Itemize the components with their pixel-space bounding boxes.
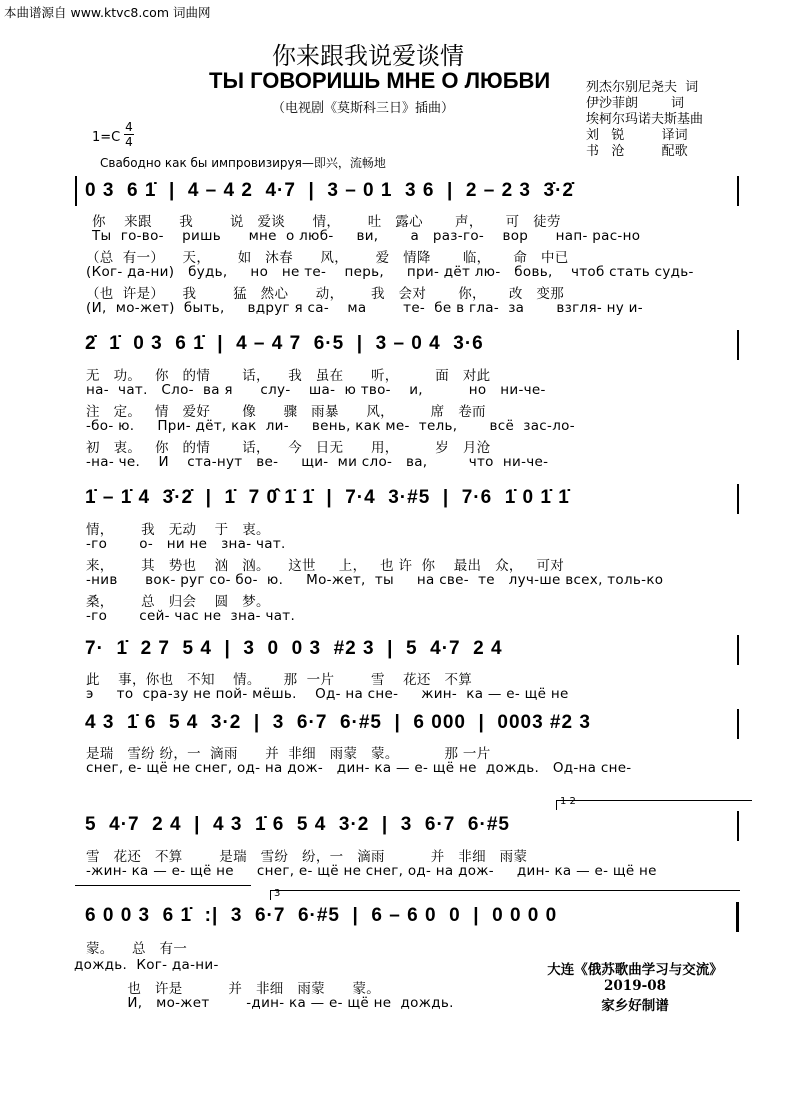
notes-line: 6 0 0 3 6 1̇ :| 3 6·7 6·#5 | 6 – 6 0 0 | 0 0 0 0 [85, 905, 558, 926]
credit-line: 伊沙菲朗 词 [586, 96, 685, 111]
lyric-line: 来， 其 势也 汹 汹。 这世 上， 也 许 你 最出 众， 可对 [86, 558, 565, 574]
credit-line: 埃柯尔玛诺夫斯基曲 [586, 112, 704, 127]
page-title-russian: ТЫ ГОВОРИШЬ МНЕ О ЛЮБВИ [209, 68, 551, 93]
key-signature: 1=C [92, 130, 121, 145]
notes-line: 4 3 1̇ 6 5 4 3·2 | 3 6·7 6·#5 | 6 000 | 0003 #2 3 [85, 712, 591, 733]
lyric-line: (И, мо-жет) быть, вдруг я са- ма те- бе в гла- за взгля- ну и- [86, 300, 643, 316]
time-denominator: 4 [125, 135, 133, 149]
lyric-line: И, мо-жет -дин- ка — е- щё не дождь. [86, 995, 454, 1011]
lyric-line: （总 有一） 天， 如 沐春 风， 爱 情降 临， 命 中已 [86, 250, 569, 266]
volta-bracket [270, 890, 740, 891]
lyric-line: -на- че. И ста-нут ве- щи- ми сло- ва, что ни-че- [86, 454, 549, 470]
lyric-line: 蒙。 总 有一 [86, 941, 188, 957]
volta-label: 1 2 [560, 796, 576, 807]
lyric-line: дождь. Ког- да-ни- [74, 957, 219, 973]
time-numerator: 4 [125, 120, 133, 134]
lyric-line: -бо- ю. При- дёт, как ли- вень, как ме- тель, всё зас-ло- [86, 418, 575, 434]
lyric-line: 无 功。 你 的情 话， 我 虽在 听， 面 对此 [86, 368, 491, 384]
lyric-line: -жин- ка — е- щё не снег, е- щё не снег, од- на дож- дин- ка — е- щё не [86, 863, 657, 879]
lyric-line: 此 事，你也 不知 情。 那 一片 雪 花还 不算 [86, 672, 473, 688]
staff-rule [75, 885, 251, 886]
lyric-line: 是瑞 雪纷 纷，一 滴雨 并 非细 雨蒙 蒙。 那 一片 [86, 746, 491, 762]
lyric-line: 注 定。 情 爱好 像 骤 雨暴 风， 席 卷而 [86, 404, 486, 420]
lyric-line: снег, е- щё не снег, од- на дож- дин- ка — е- щё не дождь. Од-на сне- [86, 760, 632, 776]
notes-line: 5 4·7 2 4 | 4 3 1̇ 6 5 4 3·2 | 3 6·7 6·#5 [85, 814, 510, 835]
credit-line: 列杰尔别尼尧夫 词 [586, 80, 699, 95]
credit-line: 书 沧 配歌 [586, 144, 688, 159]
lyric-line: （也 许是） 我 猛 然心 动， 我 会对 你， 改 变那 [86, 286, 564, 302]
footer-maker: 家乡好制谱 [601, 998, 669, 1014]
credit-line: 刘 锐 译词 [586, 128, 688, 143]
lyric-line: 情， 我 无动 于 衷。 [86, 522, 270, 538]
lyric-line: 桑， 总 归会 圆 梦。 [86, 594, 270, 610]
lyric-line: 初 衷。 你 的情 话， 今 日无 用， 岁 月沧 [86, 440, 491, 456]
lyric-line: 你 来跟 我 说 爱谈 情， 吐 露心 声， 可 徒劳 [92, 214, 561, 230]
subtitle: （电视剧《莫斯科三日》插曲） [272, 101, 455, 116]
lyric-line: э то сра-зу не пой- мёшь. Од- на сне- жин- ка — е- щё не [86, 686, 569, 702]
lyric-line: Ты го-во- ришь мне о люб- ви, а раз-го- вор нап- рас-но [92, 228, 641, 244]
credits-block [586, 80, 703, 160]
footer-source: 大连《俄苏歌曲学习与交流》 [547, 962, 723, 978]
volta-bracket [556, 800, 752, 801]
notes-line: 0 3 6 1̇ | 4 – 4 2 4·7 | 3 – 0 1 3 6 | 2 – 2 3 3̇·2̇ [85, 180, 574, 201]
lyric-line: -го сей- час не зна- чат. [86, 608, 296, 624]
lyric-line: на- чат. Сло- ва я слу- ша- ю тво- и, но ни-че- [86, 382, 546, 398]
footer-date: 2019-08 [604, 978, 666, 994]
lyric-line: 雪 花还 不算 是瑞 雪纷 纷，一 滴雨 并 非细 雨蒙 [86, 849, 528, 865]
lyric-line: 也 许是 并 非细 雨蒙 蒙。 [86, 981, 381, 997]
tempo-marking: Свабодно как бы импровизируя—即兴，流畅地 [100, 156, 386, 170]
watermark: 本曲谱源自 www.ktvc8.com 词曲网 [4, 5, 211, 20]
lyric-line: -нив вок- руг со- бо- ю. Мо-жет, ты на све- те луч-ше всех, толь-ко [86, 572, 664, 588]
notes-line: 1̇ – 1̇ 4 3̇·2̇ | 1̇ 7 0̂ 1̇ 1̇ | 7·4 3·#5 | 7·6 1̇ 0 1̇ 1̇ [85, 487, 570, 508]
footer-block [520, 958, 750, 1014]
lyric-line: -го о- ни не зна- чат. [86, 536, 286, 552]
lyric-line: (Ког- да-ни) будь, но не те- перь, при- дёт лю- бовь, чтоб стать судь- [86, 264, 694, 280]
notes-line: 7· 1̇ 2 7 5 4 | 3 0 0 3 #2 3 | 5 4·7 2 4 [85, 638, 503, 659]
notes-line: 2̇ 1̇ 0 3 6 1̇ | 4 – 4 7 6·5 | 3 – 0 4 3·6 [85, 333, 484, 354]
page-title-chinese: 你来跟我说爱谈情 [272, 42, 464, 70]
final-barline [736, 902, 739, 932]
volta-label: 3 [274, 888, 281, 899]
time-signature [124, 120, 134, 149]
